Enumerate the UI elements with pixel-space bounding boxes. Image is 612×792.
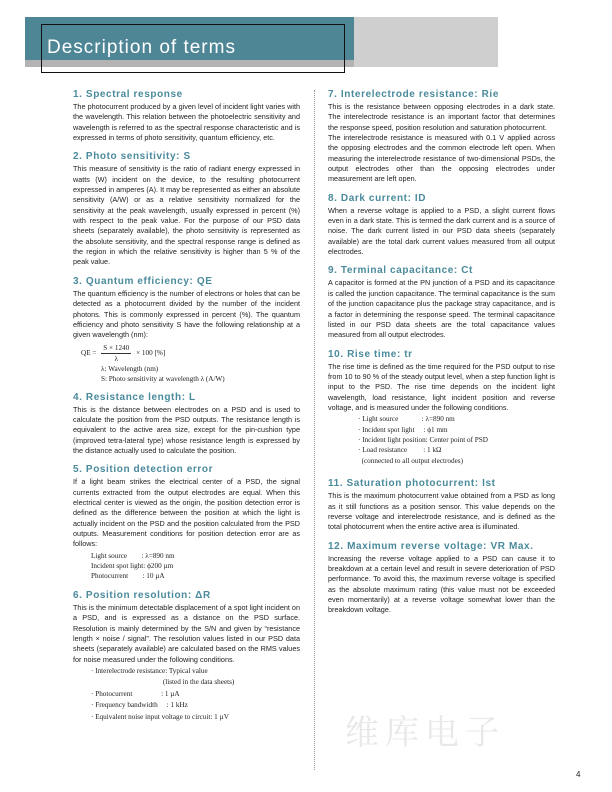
formula-note: S: Photo sensitivity at wavelength λ (A/W) [101,374,225,383]
condition-item: Light source : λ=890 nm [91,551,175,560]
section-heading: 9. Terminal capacitance: Ct [328,265,473,277]
section-heading: 5. Position detection error [73,464,214,476]
page-number: 4 [576,770,581,779]
condition-item: · Light source : λ=890 nm [358,415,455,424]
formula-numerator: S × 1240 [103,343,130,352]
section-heading: 7. Interelectrode resistance: Rie [328,89,499,100]
condition-item: Incident spot light: ϕ200 µm [91,562,174,571]
condition-list [358,414,555,466]
condition-item: (listed in the data sheets) [91,678,235,687]
condition-item: · Equivalent noise input voltage to circuit: 1 µV [91,712,229,721]
watermark: 维库电子 [345,713,505,753]
section-body: This measure of sensitivity is the ratio of radiant energy expressed in watts (W) incident on the device, to the resulting photocurrent expressed in amperes (A). It may be represented as either an absolute sensitivity (A/W) or as a relative sensitivity normalized for the sensitivity at the peak wavelength, usually expressed in percent (%) with respect to the peak value. For the purpose of our PSD data sheets (separately available), the photo sensitivity is represented as the absolute sensitivity, and the spectral response range is defined as the region in which the relative sensitivity is higher than 5 % of the peak value. [73,164,300,267]
condition-list [91,551,300,582]
formula-rhs: × 100 [%] [136,348,166,357]
formula-denominator: λ [114,354,118,363]
right-column [328,89,555,616]
condition-item: · Load resistance : 1 kΩ [358,446,442,455]
condition-list [91,666,300,724]
section-heading: 8. Dark current: ID [328,192,427,204]
section-heading: 11. Saturation photocurrent: Ist [328,478,496,490]
section-heading: 6. Position resolution: ΔR [73,589,211,601]
section-body: This is the maximum photocurrent value obtained from a PSD as long as it still functions as a position sensor. This value depends on the reverse voltage and interelectrode resistance, and is defined as the total photocurrent when the entire active area is illuminated. [328,491,555,532]
section-heading: 1. Spectral response [73,89,183,100]
formula-note: λ: Wavelength (nm) [101,364,159,373]
section-body: The photocurrent produced by a given level of incident light varies with the wavelength. This relation between the photoelectric sensitivity and wavelength is referred to as the spectral response characteristic and is expressed in terms of photo sensitivity, quantum efficiency, etc. [73,102,300,143]
section-heading: 2. Photo sensitivity: S [73,151,191,163]
section-body: This is the resistance between opposing electrodes in a dark state. The interelectrode resistance is an important factor that determines the response speed, position resolution and saturation photocurrent. [328,102,555,132]
section-heading: 12. Maximum reverse voltage: VR Max. [328,540,534,552]
left-column [73,89,300,723]
section-body: A capacitor is formed at the PN junction of a PSD and its capacitance is called the junction capacitance. The terminal capacitance is the sum of the junction capacitance plus the package stray capacitance, and is a factor in determining the response speed. The terminal capacitance listed in our PSD data sheets are the total capacitance values measured from all output electrodes. [328,278,555,340]
section-heading: 4. Resistance length: L [73,391,196,403]
section-body: This is the distance between electrodes on a PSD and is used to calculate the position from the PSD outputs. The resistance length is equivalent to the active area size, except for the pin-cushion type (improved tetra-lateral type) whose resistance length is expressed by the distance actually used to calculate the position. [73,404,300,455]
condition-item: · Photocurrent : 1 µA [91,689,180,698]
section-body: When a reverse voltage is applied to a PSD, a slight current flows even in a dark state. This is termed the dark current and is a source of noise. The dark current listed in our PSD data sheets (separately available) are the total dark current values measured from all output electrodes. [328,205,555,257]
condition-item: (connected to all output electrodes) [358,456,463,465]
condition-item: · Incident light position: Center point of PSD [358,436,488,445]
qe-formula [81,343,300,384]
section-body: If a light beam strikes the electrical center of a PSD, the signal currents extracted from the output electrodes are equal. When this electrical center is viewed as the origin, the position detection error is defined as the difference between the position at which the light is actually incident on the PSD and the position calculated from the PSD outputs. Measurement conditions for position detection error are as follows: [73,477,300,549]
column-divider [314,90,315,770]
page-title: Description of terms [47,37,236,58]
condition-item: · Frequency bandwidth : 1 kHz [91,701,188,710]
section-heading: 10. Rise time: tr [328,348,413,360]
condition-item: Photocurrent : 10 µA [91,572,165,581]
section-heading: 3. Quantum efficiency: QE [73,275,213,287]
formula-fraction [101,343,131,364]
formula-lhs: QE = [81,348,97,357]
condition-item: · Interelectrode resistance: Typical value [91,666,208,675]
header-gray-box [354,17,498,67]
condition-item: · Incident spot light : ϕ1 mm [358,425,448,434]
section-body: The rise time is defined as the time required for the PSD output to rise from 10 to 90 % of the steady output level, when a step function light is input to the PSD. The rise time depends on the incident light wavelength, load resistance, light incident position and reverse voltage, and is measured under the following conditions. [328,361,555,412]
section-body: The quantum efficiency is the number of electrons or holes that can be detected as a photocurrent divided by the number of the incident photons. This is commonly expressed in percent (%). The quantum efficiency and photo sensitivity S have the following relationship at a given wavelength (nm): [73,288,300,340]
section-body: Increasing the reverse voltage applied to a PSD can cause it to breakdown at a certain level and result in severe deterioration of PSD performance. To avoid this, the maximum reverse voltage is specified as the absolute maximum rating (this value must not be exceeded even momentarily) at a reverse voltage somewhat lower than the breakdown voltage. [328,553,555,615]
section-body: This is the minimum detectable displacement of a spot light incident on a PSD, and is expressed as a distance on the PSD surface. Resolution is mainly determined by the S/N and given by “resistance length × noise / signal”. The resolution values listed in our PSD data sheets (separately available) are calculated based on the RMS values for noise measured under the following conditions. [73,602,300,664]
section-body: The interelectrode resistance is measured with 0.1 V applied across the opposing electrodes and the common electrode left open. When measuring the interelectrode resistance of two-dimensional PSDs, the output electrodes other than the opposing electrodes under measurement are left open. [328,133,555,184]
